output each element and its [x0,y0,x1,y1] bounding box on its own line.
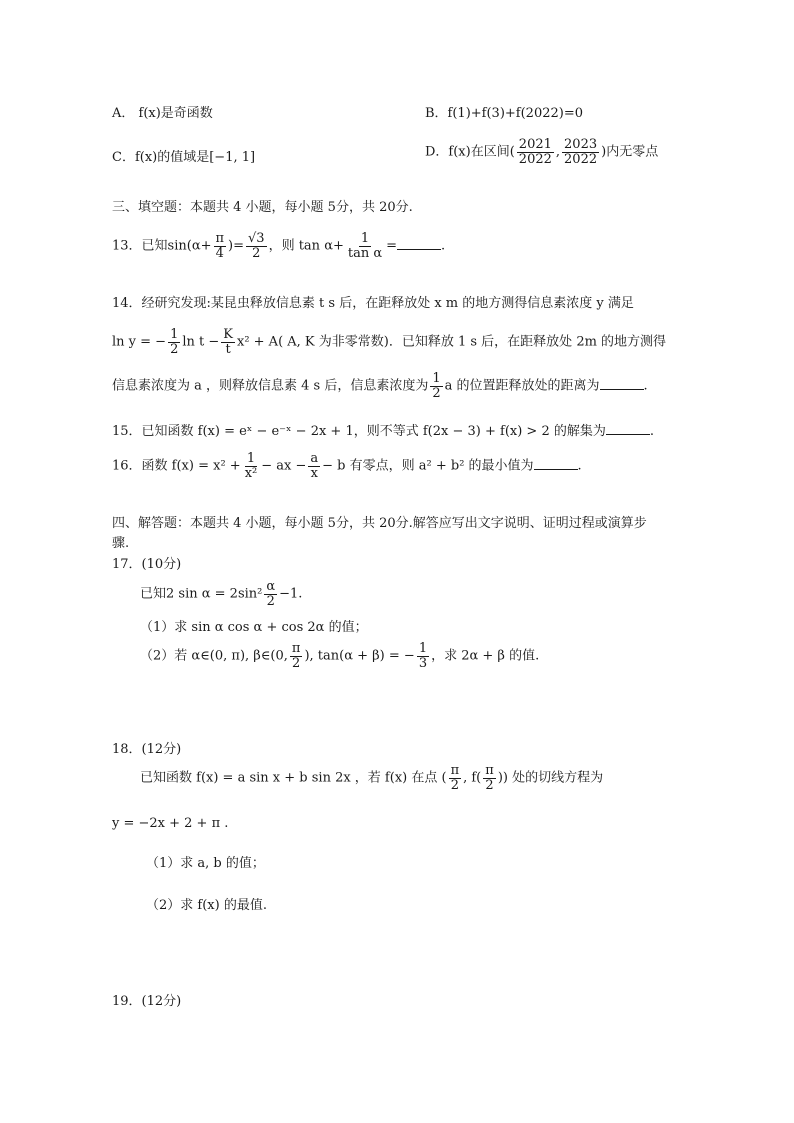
question-18-line1: 已知函数 f(x) = a sin x + b sin 2x ，若 f(x) 在点 ( $\frac{\pi}{2}$ , f( $\frac{\pi}{2}$ )) 处的切线方程为 [140,763,604,793]
option-b: B．f(1)+f(3)+f(2022)=0 [425,106,583,121]
question-17-part2: （2）若 α∈(0, π), β∈(0, $\frac{\pi}{2}$ ), tan(α + β) = − $\frac{1}{3}$ ，求 2α + β 的值. [140,641,540,671]
question-18-header: 18．(12分) [112,742,182,757]
option-d: D．f(x)在区间( $\frac{2021}{2022}$ , $\frac{2023}{2022}$ )内无零点 [425,137,659,167]
question-17-given: 已知2 sin α = 2sin² $\frac{\alpha}{2}$ −1. [140,579,303,609]
question-15: 15．已知函数 f(x) = eˣ − e⁻ˣ − 2x + 1，则不等式 f(2x − 3) + f(x) > 2 的解集为 . [112,424,654,439]
question-17-header: 17．(10分) [112,557,182,572]
question-13: 13．已知sin(α+ $\frac{\pi}{4}$ )= $\frac{√3}{2}$ ，则 tan α+ $\frac{1}{\text{tan α}}$ = . [112,231,446,261]
section-4-title-cont: 骤. [112,536,130,551]
answer-blank [600,377,644,390]
fraction: $\frac{2021}{2022}$ [518,137,552,167]
fraction: $\frac{2023}{2022}$ [564,137,598,167]
question-14-line3: 信息素浓度为 a ，则释放信息素 4 s 后，信息素浓度为 $\frac{1}{2}$ a 的位置距释放处的距离为 . [112,371,648,401]
answer-blank [397,237,441,250]
option-a: A． f(x)是奇函数 [112,106,213,121]
answer-blank [606,422,650,435]
question-16: 16．函数 f(x) = x² + $\frac{1}{\text{x²}}$ − ax − $\frac{a}{x}$ − b 有零点，则 a² + b² 的最小值为 . [112,451,582,481]
question-18-part2: （2）求 f(x) 的最值. [146,898,267,913]
question-14-line2: ln y = − $\frac{1}{2}$ ln t − $\frac{K}{t}$ x² + A( A, K 为非零常数)．已知释放 1 s 后，在距释放处 2m 的地方测得 [112,327,667,357]
question-18-line2: y = −2x + 2 + π . [112,816,229,831]
question-14-line1: 14．经研究发现:某昆虫释放信息素 t s 后，在距释放处 x m 的地方测得信息素浓度 y 满足 [112,296,634,311]
option-c: C．f(x)的值域是[−1, 1] [112,150,256,165]
question-19-header: 19．(12分) [112,994,182,1009]
question-18-part1: （1）求 a, b 的值； [146,856,265,871]
question-17-part1: （1）求 sin α cos α + cos 2α 的值； [140,620,368,635]
section-3-title: 三、填空题：本题共 4 小题，每小题 5分，共 20分. [112,200,413,215]
section-4-title: 四、解答题：本题共 4 小题，每小题 5分，共 20分.解答应写出文字说明、证明过程或演算步 [112,516,647,531]
answer-blank [534,457,578,470]
